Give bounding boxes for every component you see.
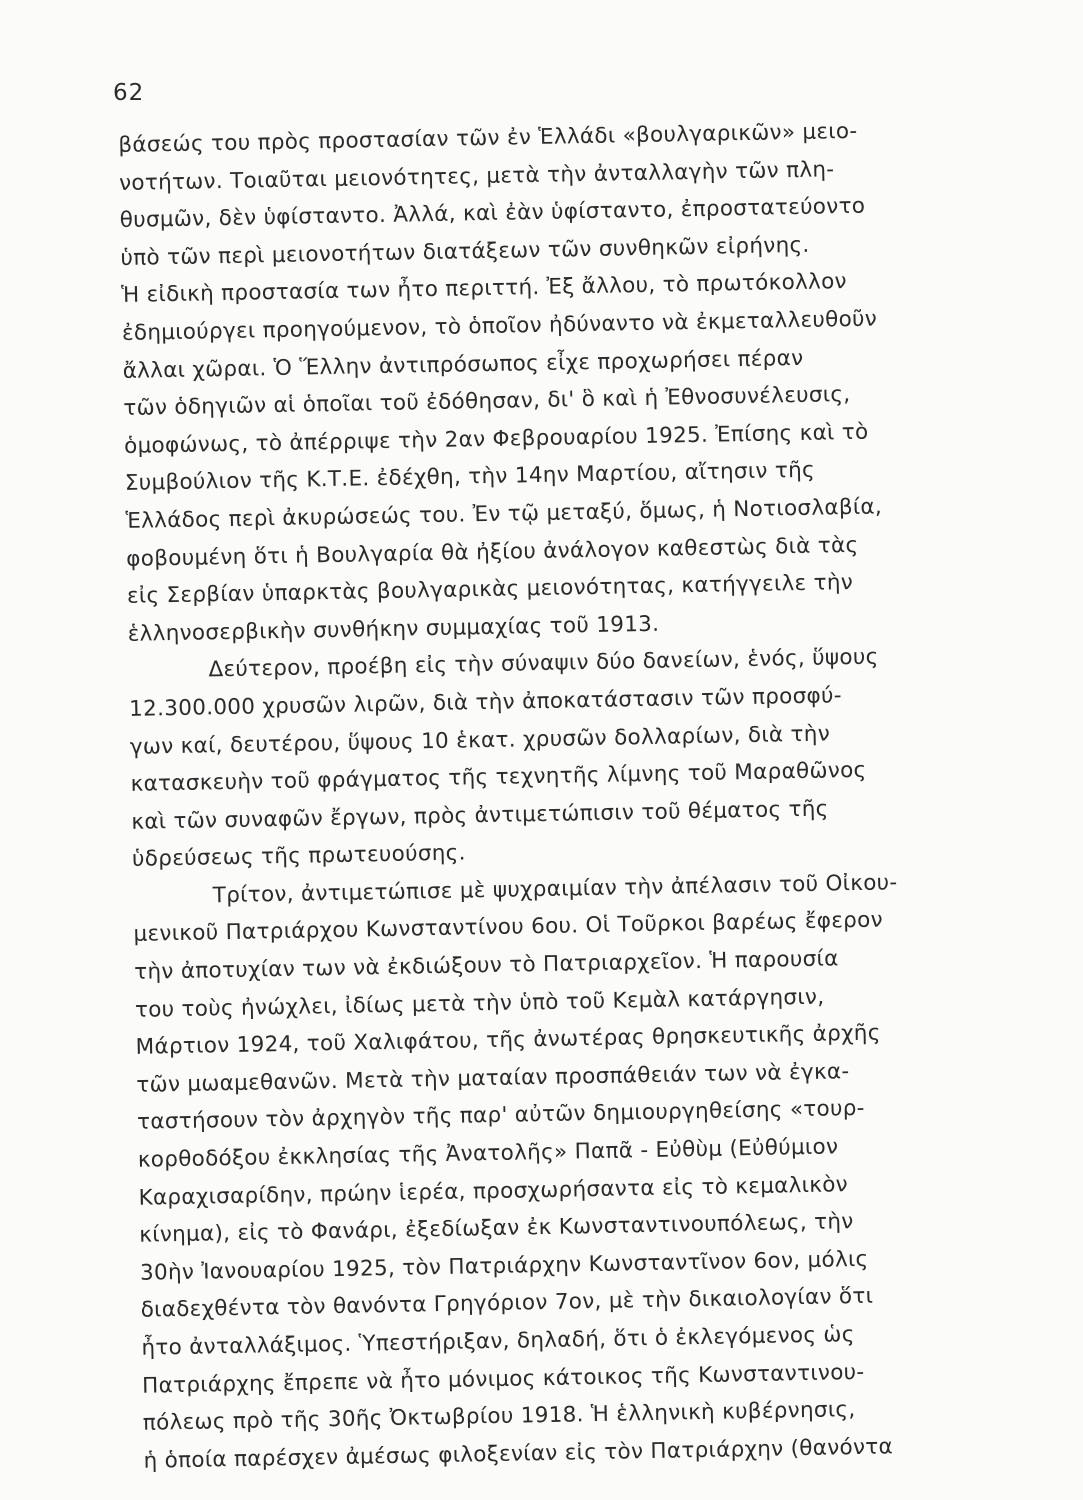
text-line: καὶ τῶν συναφῶν ἔργων, πρὸς ἀντιμετώπισιν τοῦ θέματος τῆς (131, 796, 829, 835)
text-line: Τρίτον, ἀντιμετώπισε μὲ ψυχραιμίαν τὴν ἀπέλασιν τοῦ Οἰκου- (212, 870, 898, 909)
text-line: νοτήτων. Τοιαῦται μειονότητες, μετὰ τὴν ἀνταλλαγὴν τῶν πλη- (118, 156, 835, 196)
text-line: ἐδημιούργει προηγούμενον, τὸ ὁποῖον ἠδύναντο νὰ ἐκμεταλλευθοῦν (121, 306, 878, 346)
text-line: Ἡ εἰδικὴ προστασία των ἦτο περιττή. Ἐξ ἄλλου, τὸ πρωτόκολλον (121, 269, 848, 309)
text-line: Καραχισαρίδην, πρώην ἱερέα, προσχωρήσαντα εἰς τὸ κεμαλικὸν (138, 1171, 849, 1211)
text-line: τῶν ὁδηγιῶν αἱ ὁποῖαι τοῦ ἐδόθησαν, δι' ὃ καὶ ἡ Ἐθνοσυνέλευσις, (123, 382, 851, 422)
text-line: 12.300.000 χρυσῶν λιρῶν, διὰ τὴν ἀποκατάστασιν τῶν προσφύ- (128, 683, 843, 722)
text-line: μενικοῦ Πατριάρχου Κωνσταντίνου 6ου. Οἱ Τοῦρκοι βαρέως ἔφερον (133, 907, 884, 948)
text-line: θυσμῶν, δὲν ὑφίσταντο. Ἀλλά, καὶ ἐὰν ὑφίσταντο, ἐπροστατεύοντο (119, 193, 866, 234)
text-line: ἦτο ἀνταλλάξιμος. Ὑπεστήριξαν, δηλαδή, ὅτι ὁ ἐκλεγόμενος ὡς (141, 1322, 855, 1361)
text-line: ἑλληνοσερβικὴν συνθήκην συμμαχίας τοῦ 1913. (127, 611, 660, 647)
text-line: πόλεως πρὸ τῆς 30ῆς Ὀκτωβρίου 1918. Ἡ ἑλληνικὴ κυβέρνησις, (142, 1397, 856, 1436)
text-line: κατασκευὴν τοῦ φράγματος τῆς τεχνητῆς λίμνης τοῦ Μαραθῶνος (130, 757, 867, 797)
text-line: κίνημα), εἰς τὸ Φανάρι, ἐξεδίωξαν ἐκ Κωνσταντινουπόλεως, τὴν (139, 1209, 854, 1249)
page-number: 62 (113, 80, 145, 106)
text-line: ὁμοφώνως, τὸ ἀπέρριψε τὴν 2αν Φεβρουαρίου 1925. Ἐπίσης καὶ τὸ (123, 419, 869, 459)
text-line: τῶν μωαμεθανῶν. Μετὰ τὴν ματαίαν προσπάθειάν των νὰ ἐγκα- (136, 1058, 850, 1098)
text-line: βάσεώς του πρὸς προστασίαν τῶν ἐν Ἑλλάδι «βουλγαρικῶν» μειο- (118, 118, 858, 158)
text-line: ὑδρεύσεως τῆς πρωτευούσης. (131, 840, 466, 873)
text-line: 30ὴν Ἰανουαρίου 1925, τὸν Πατριάρχην Κωνσταντῖνον 6ον, μόλις (139, 1246, 869, 1286)
text-line: Πατριάρχης ἔπρεπε νὰ ἦτο μόνιμος κάτοικος τῆς Κωνσταντινου- (141, 1359, 865, 1399)
text-line: φοβουμένη ὅτι ἡ Βουλγαρία θὰ ἠξίου ἀνάλογον καθεστὼς διὰ τὰς (126, 532, 859, 572)
text-line: τὴν ἀποτυχίαν των νὰ ἐκδιώξουν τὸ Πατριαρχεῖον. Ἡ παρουσία (133, 946, 839, 985)
text-line: Δεύτερον, προέβη εἰς τὴν σύναψιν δύο δανείων, ἑνός, ὕψους (208, 644, 879, 683)
text-line: ἄλλαι χῶραι. Ὁ Ἕλλην ἀντιπρόσωπος εἶχε προχωρήσει πέραν (122, 345, 804, 384)
text-line: διαδεχθέντα τὸν θανόντα Γρηγόριον 7ον, μὲ τὴν δικαιολογίαν ὅτι (140, 1284, 874, 1324)
text-line: ὑπὸ τῶν περὶ μειονοτήτων διατάξεων τῶν συνθηκῶν εἰρήνης. (120, 232, 810, 271)
text-line: κορθοδόξου ἐκκλησίας τῆς Ἀνατολῆς» Παπᾶ - Εὐθὺμ (Εὐθύμιον (137, 1134, 839, 1173)
text-line: ἡ ὁποία παρέσχεν ἀμέσως φιλοξενίαν εἰς τὸν Πατριάρχην (θανόντα (143, 1434, 894, 1474)
text-line: του τοὺς ἠνώχλει, ἰδίως μετὰ τὴν ὑπὸ τοῦ Κεμὰλ κατάργησιν, (134, 984, 825, 1023)
text-line: εἰς Σερβίαν ὑπαρκτὰς βουλγαρικὰς μειονότητας, κατήγγειλε τὴν (126, 570, 854, 610)
text-line: Συμβούλιον τῆς Κ.Τ.Ε. ἐδέχθη, τὴν 14ην Μαρτίου, αἴτησιν τῆς (124, 458, 816, 497)
text-line: ταστήσουν τὸν ἀρχηγὸν τῆς παρ' αὐτῶν δημιουργηθείσης «τουρ- (136, 1096, 865, 1136)
text-line: γων καί, δευτέρου, ὕψους 10 ἑκατ. χρυσῶν δολλαρίων, διὰ τὴν (129, 720, 831, 760)
text-line: Μάρτιον 1924, τοῦ Χαλιφάτου, τῆς ἀνωτέρας θρησκευτικῆς ἀρχῆς (135, 1020, 881, 1061)
text-line: Ἑλλάδος περὶ ἀκυρώσεώς του. Ἐν τῷ μεταξύ, ὅμως, ἡ Νοτιοσλαβία, (125, 494, 883, 534)
body-text (118, 110, 1004, 1480)
